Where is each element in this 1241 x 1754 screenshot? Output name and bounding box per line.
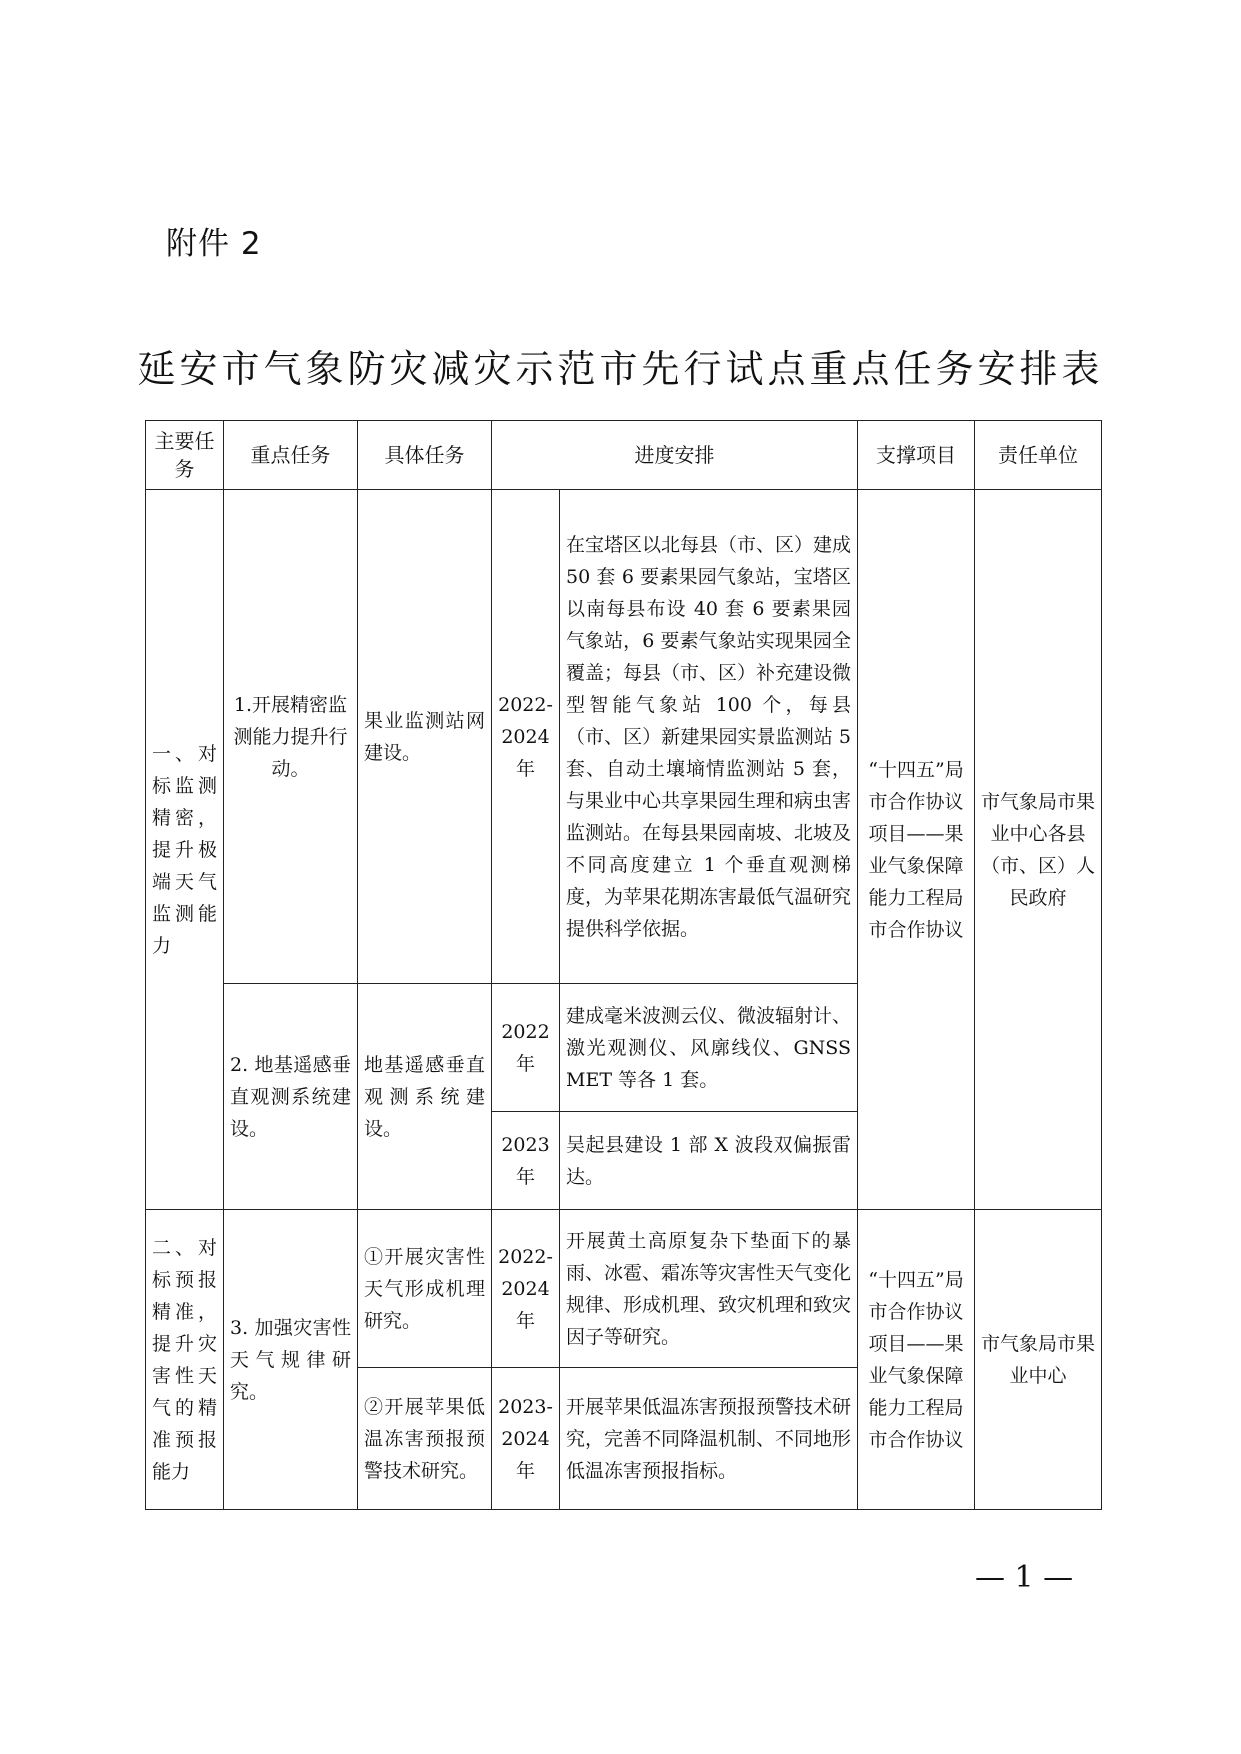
- section1-row1-specific-task: 果业监测站网建设。: [358, 490, 492, 984]
- section2-main-task: 二、对标预报精准，提升灾害性天气的精准预报能力: [146, 1210, 224, 1510]
- section1-row2-detail-a: 建成毫米波测云仪、微波辐射计、激光观测仪、风廓线仪、GNSSMET 等各 1 套。: [560, 984, 858, 1112]
- section2-row1-detail: 开展黄土高原复杂下垫面下的暴雨、冰雹、霜冻等灾害性天气变化规律、形成机理、致灾机理和致灾因子等研究。: [560, 1210, 858, 1368]
- header-main-task: 主要任务: [146, 421, 224, 490]
- section1-main-task: 一、对标监测精密，提升极端天气监测能力: [146, 490, 224, 1210]
- section2-responsible-unit: 市气象局市果业中心: [975, 1210, 1102, 1510]
- header-responsible-unit: 责任单位: [975, 421, 1102, 490]
- section1-row1-year: 2022-2024年: [492, 490, 560, 984]
- table-row: [146, 1210, 1102, 1368]
- header-specific-task: 具体任务: [358, 421, 492, 490]
- section1-responsible-unit: 市气象局市果业中心各县（市、区）人民政府: [975, 490, 1102, 1210]
- header-support-project: 支撑项目: [858, 421, 975, 490]
- document-title: 延安市气象防灾减灾示范市先行试点重点任务安排表: [137, 347, 1104, 391]
- task-table: [145, 420, 1102, 1510]
- section2-row1-specific-task: ①开展灾害性天气形成机理研究。: [358, 1210, 492, 1368]
- table-row: [146, 490, 1102, 984]
- section2-row2-detail: 开展苹果低温冻害预报预警技术研究，完善不同降温机制、不同地形低温冻害预报指标。: [560, 1368, 858, 1510]
- section2-row1-year: 2022-2024年: [492, 1210, 560, 1368]
- section1-support-project: “十四五”局市合作协议项目——果业气象保障能力工程局市合作协议: [858, 490, 975, 1210]
- section1-row1-key-task: 1.开展精密监测能力提升行动。: [224, 490, 358, 984]
- section2-key-task: 3. 加强灾害性天气规律研究。: [224, 1210, 358, 1510]
- header-key-task: 重点任务: [224, 421, 358, 490]
- section1-row2-specific-task: 地基遥感垂直观测系统建设。: [358, 984, 492, 1210]
- attachment-label: 附件 2: [166, 226, 262, 262]
- page-number: — 1 —: [975, 1560, 1074, 1595]
- section2-row2-year: 2023-2024年: [492, 1368, 560, 1510]
- header-schedule: 进度安排: [492, 421, 858, 490]
- section1-row2-year-a: 2022年: [492, 984, 560, 1112]
- section1-row2-detail-b: 吴起县建设 1 部 X 波段双偏振雷达。: [560, 1112, 858, 1210]
- section2-row2-specific-task: ②开展苹果低温冻害预报预警技术研究。: [358, 1368, 492, 1510]
- table-header-row: [146, 421, 1102, 490]
- section2-support-project: “十四五”局市合作协议项目——果 业气象保障能力工程局市合作协议: [858, 1210, 975, 1510]
- section1-row2-year-b: 2023年: [492, 1112, 560, 1210]
- section1-row2-key-task: 2. 地基遥感垂直观测系统建设。: [224, 984, 358, 1210]
- section1-row1-detail: 在宝塔区以北每县（市、区）建成 50 套 6 要素果园气象站，宝塔区以南每县布设 40 套 6 要素果园气象站，6 要素气象站实现果园全覆盖；每县（市、区）补充建设微型智能气象站 100 个，每县（市、区）新建果园实景监测站 5 套、自动土壤墒情监测站 5 套，与果业中心共享果园生理和病虫害监测站。在每县果园南坡、北坡及不同高度建立 1 个垂直观测梯度，为苹果花期冻害最低气温研究提供科学依据。: [560, 490, 858, 984]
